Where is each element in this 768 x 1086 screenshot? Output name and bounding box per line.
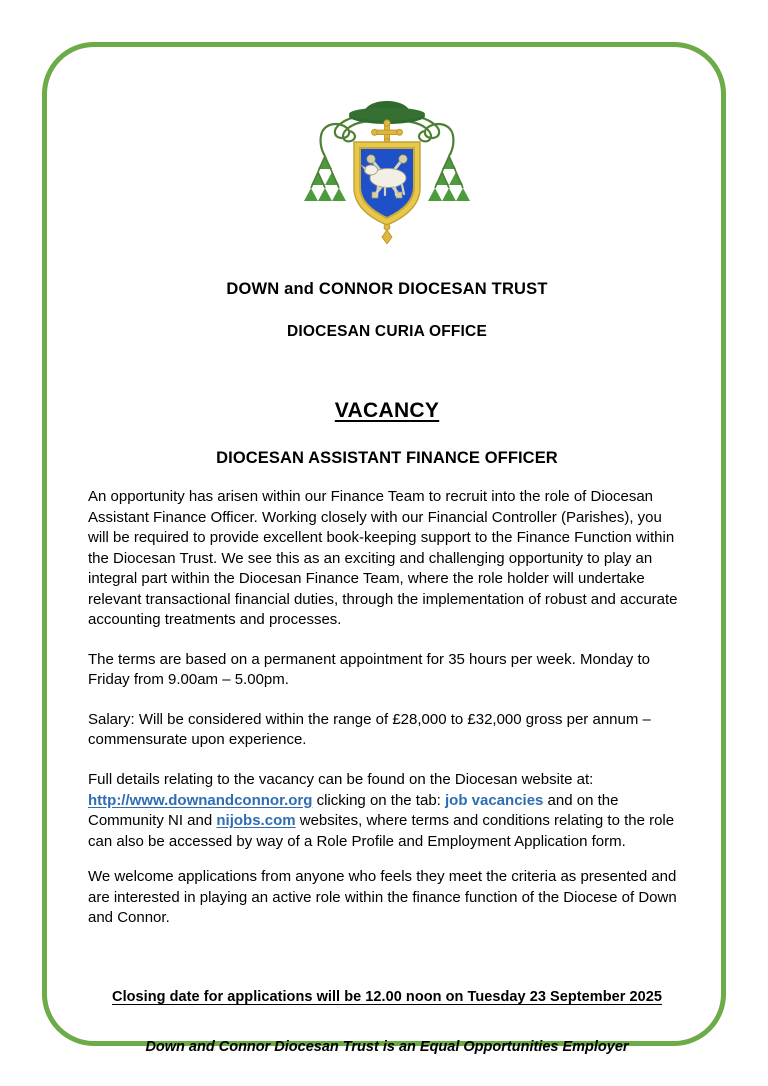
equal-opportunities-statement: Down and Connor Diocesan Trust is an Equal Opportunities Employer [145, 1038, 629, 1055]
vacancy-heading [88, 399, 686, 423]
shield-pendant [382, 224, 392, 244]
details-lead-text: Full details relating to the vacancy can be found on the Diocesan website at: [88, 771, 594, 789]
downandconnor-website-link[interactable]: http://www.downandconnor.org [88, 791, 313, 809]
details-middle-text: and on the Community NI and [88, 791, 619, 830]
details-after-url-text: clicking on the tab: [312, 791, 445, 809]
vacancy-heading-text: VACANCY [334, 399, 440, 422]
paragraph-full-details [88, 770, 686, 852]
tassels-right [428, 156, 470, 201]
paragraph-terms: The terms are based on a permanent appointment for 35 hours per week. Monday to Friday from 9.00am – 5.00pm. [88, 650, 650, 689]
details-tail-text: websites, where terms and conditions relating to the role can also be accessed by way of a Role Profile and Employment Application form. [88, 812, 675, 850]
paragraph-welcome: We welcome applications from anyone who feels they meet the criteria as presented and are interested in playing an active role within the finance function of the Diocese of Down and Connor. [88, 868, 677, 927]
job-vacancies-tab-label[interactable]: job vacancies [445, 791, 544, 809]
paragraph-intro: An opportunity has arisen within our Finance Team to recruit into the role of Diocesan Assistant Finance Officer. Working closely with our Financial Controller (Parishes), you will be required to provide excellent book-keeping support to the Finance Function within the Diocesan Trust. We see this as an exciting and challenging opportunity to play an integral part within the Diocesan Finance Team, where the role holder will undertake relevant transactional financial duties, through the implementation of robust and accurate accounting treatments and processes. [88, 488, 678, 629]
crest-icon [292, 94, 482, 244]
page-subtitle-office: DIOCESAN CURIA OFFICE [287, 323, 487, 340]
nijobs-website-link[interactable]: nijobs.com [216, 812, 296, 830]
document-content [88, 42, 686, 1055]
page-title-organisation: DOWN and CONNOR DIOCESAN TRUST [226, 280, 548, 298]
paragraph-salary: Salary: Will be considered within the range of £28,000 to £32,000 gross per annum – commensurate upon experience. [88, 710, 651, 749]
role-title: DIOCESAN ASSISTANT FINANCE OFFICER [216, 449, 558, 467]
closing-date-notice [88, 989, 686, 1005]
diocesan-crest [88, 94, 686, 244]
closing-date-text: Closing date for applications will be 12.00 noon on Tuesday 23 September 2025 [112, 988, 662, 1005]
tassels-left [304, 156, 346, 201]
